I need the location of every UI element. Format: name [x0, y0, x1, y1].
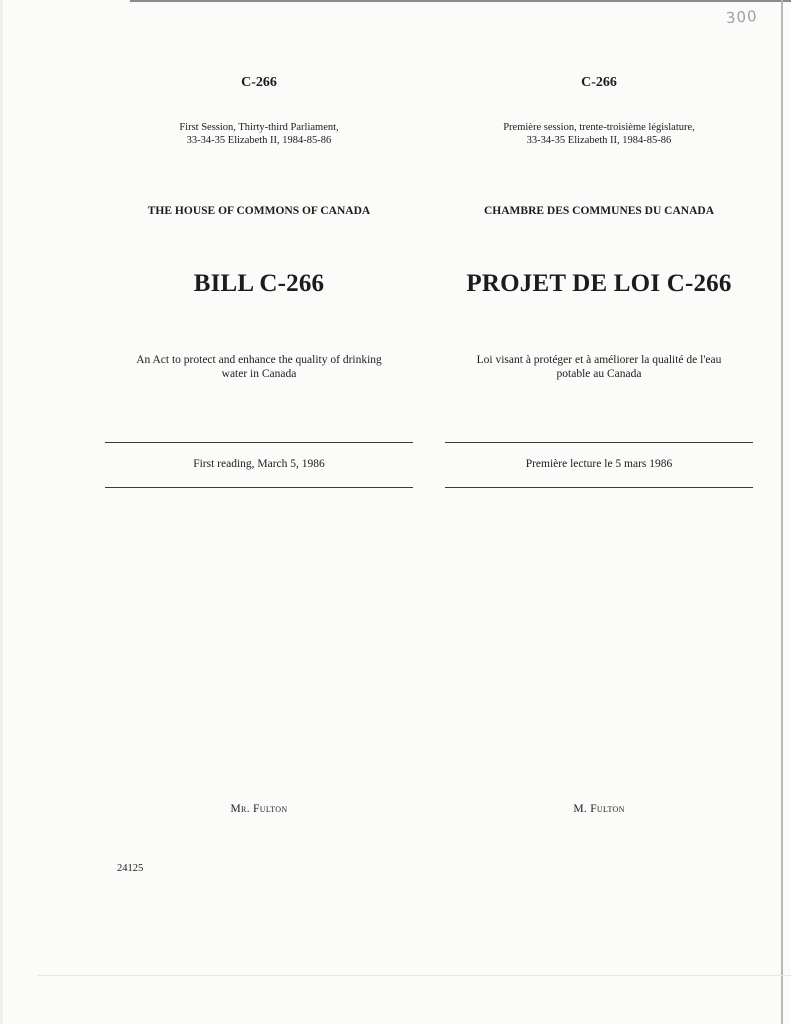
scan-edge-right: [781, 0, 783, 1024]
first-reading-fr: Première lecture le 5 mars 1986: [525, 458, 673, 470]
bill-title-fr: PROJET DE LOI C-266: [466, 270, 732, 297]
divider-bottom-en: [105, 487, 413, 488]
act-line2-fr: potable au Canada: [556, 368, 642, 380]
session-line2-en: 33-34-35 Elizabeth II, 1984-85-86: [186, 135, 332, 146]
session-line2-fr: 33-34-35 Elizabeth II, 1984-85-86: [526, 135, 672, 146]
bill-title-en: BILL C-266: [193, 270, 325, 297]
act-line1-fr: Loi visant à protéger et à améliorer la qualité de l'eau: [476, 354, 722, 366]
english-column: [105, 0, 413, 1024]
house-name-en: THE HOUSE OF COMMONS OF CANADA: [147, 205, 371, 217]
divider-top-en: [105, 442, 413, 443]
session-info-fr: [445, 121, 753, 147]
bill-number-en: C-266: [241, 75, 277, 90]
sponsor-fr: M. Fulton: [573, 803, 625, 815]
divider-top-fr: [445, 442, 753, 443]
house-name-fr: CHAMBRE DES COMMUNES DU CANADA: [484, 205, 714, 217]
session-line1-en: First Session, Thirty-third Parliament,: [179, 122, 339, 133]
divider-bottom-fr: [445, 487, 753, 488]
act-line2-en: water in Canada: [221, 368, 297, 380]
act-title-fr: [445, 353, 753, 381]
act-line1-en: An Act to protect and enhance the quality of drinking: [136, 354, 382, 366]
handwritten-page-mark: 300: [725, 6, 759, 28]
bill-number-fr: C-266: [581, 75, 617, 90]
act-title-en: [105, 353, 413, 381]
document-number: 24125: [117, 863, 144, 874]
french-column: [445, 0, 753, 1024]
session-line1-fr: Première session, trente-troisième législature,: [503, 122, 695, 133]
scan-edge-left: [0, 0, 3, 1024]
sponsor-en: Mr. Fulton: [230, 803, 288, 815]
first-reading-en: First reading, March 5, 1986: [193, 458, 325, 470]
session-info-en: [105, 121, 413, 147]
